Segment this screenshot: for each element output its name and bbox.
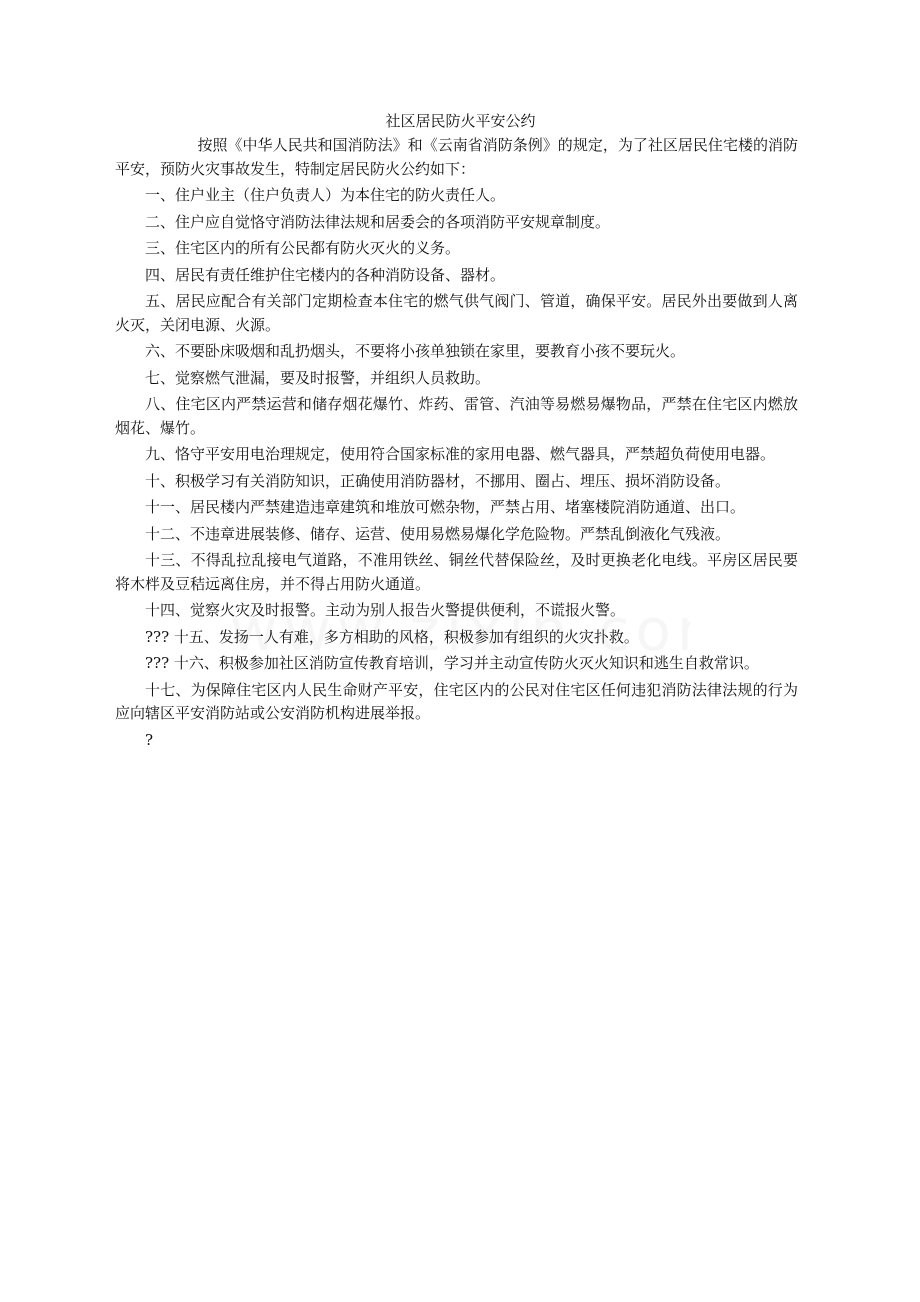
- clause-5: 五、居民应配合有关部门定期检查本住宅的燃气供气阀门、管道，确保平安。居民外出要做到人离火灭，关闭电源、火源。: [115, 292, 798, 334]
- clause-6: 六、不要卧床吸烟和乱扔烟头，不要将小孩单独锁在家里，要教育小孩不要玩火。: [145, 342, 686, 360]
- clause-2: 二、住户应自觉恪守消防法律法规和居委会的各项消防平安规章制度。: [145, 212, 611, 231]
- clause-4: 四、居民有责任维护住宅楼内的各种消防设备、器材。: [145, 265, 506, 284]
- clause-17: 十七、为保障住宅区内人民生命财产平安，住宅区内的公民对住宅区任何违犯消防法律法规的行为应向辖区平安消防站或公安消防机构进展举报。: [115, 680, 798, 722]
- intro-paragraph: 按照《中华人民共和国消防法》和《云南省消防条例》的规定，为了社区居民住宅楼的消防平安，预防火灾事故发生，特制定居民防火公约如下：: [115, 136, 798, 178]
- clause-14: 十四、觉察火灾及时报警。主动为别人报告火警提供便利，不谎报火警。: [145, 601, 626, 619]
- clause-8: 八、住宅区内严禁运营和储存烟花爆竹、炸药、雷管、汽油等易燃易爆物品，严禁在住宅区内燃放烟花、爆竹。: [115, 395, 798, 437]
- document-body: [115, 108, 798, 755]
- clause-7: 七、觉察燃气泄漏，要及时报警，并组织人员救助。: [145, 368, 491, 387]
- clause-16: ??? 十六、积极参加社区消防宣传教育培训，学习并主动宣传防火灭火知识和逃生自救常识。: [145, 654, 759, 672]
- clause-13: 十三、不得乱拉乱接电气道路，不准用铁丝、铜丝代替保险丝，及时更换老化电线。平房区居民要将木柈及豆秸远离住房，并不得占用防火通道。: [115, 551, 798, 593]
- clause-1: 一、住户业主（住户负责人）为本住宅的防火责任人。: [145, 186, 506, 204]
- document-title: 社区居民防火平安公约: [385, 112, 536, 130]
- clause-15: ??? 十五、发扬一人有难，多方相助的风格，积极参加有组织的火灾扑救。: [145, 627, 639, 646]
- clause-9: 九、恪守平安用电治理规定，使用符合国家标准的家用电器、燃气器具，严禁超负荷使用电器。: [145, 445, 776, 463]
- clause-12: 十二、不违章进展装修、储存、运营、使用易燃易爆化学危险物。严禁乱倒液化气残液。: [145, 524, 731, 543]
- clause-11: 十一、居民楼内严禁建造违章建筑和堆放可燃杂物，严禁占用、堵塞楼院消防通道、出口。: [145, 498, 746, 516]
- trailing-mark: ?: [145, 730, 154, 749]
- clause-3: 三、住宅区内的所有公民都有防火灭火的义务。: [145, 239, 461, 257]
- clause-10: 十、积极学习有关消防知识，正确使用消防器材，不挪用、圈占、埋压、损坏消防设备。: [145, 471, 731, 490]
